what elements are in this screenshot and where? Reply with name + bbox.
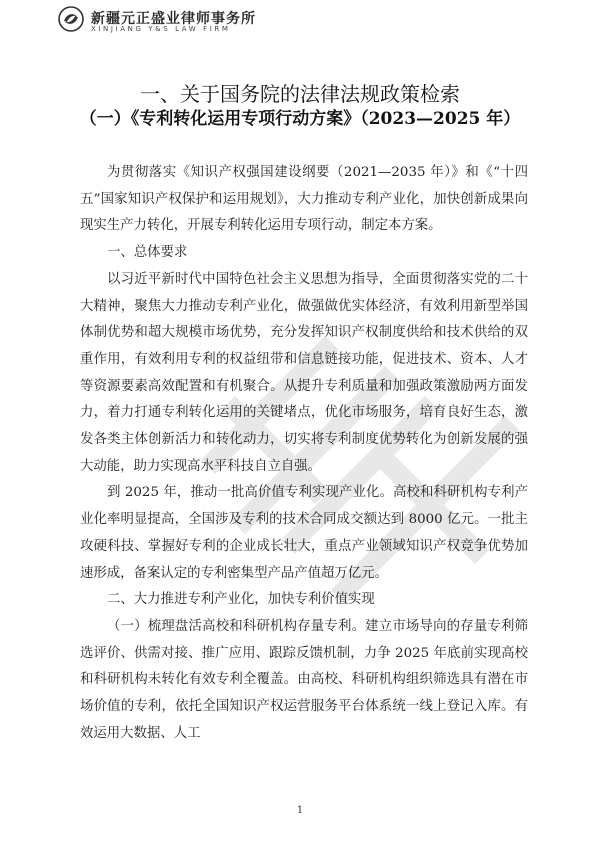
- paragraph-intro: 为贯彻落实《知识产权强国建设纲要（2021—2035 年）》和《“十四五”国家知识产权保护和运用规划》，大力推动专利产业化，加快创新成果向现实生产力转化，开展专利转化运用专项行动，制定本方案。: [80, 165, 528, 234]
- document-title: 一、关于国务院的法律法规政策检索: [140, 82, 460, 106]
- firm-name-en: XINJIANG Y&S LAW FIRM: [91, 25, 231, 33]
- section-heading-industrialization: 二、大力推进专利产业化，加快专利价值实现: [107, 592, 375, 608]
- paragraph-targets: 到 2025 年，推动一批高价值专利实现产业化。高校和科研机构专利产业化率明显提高，全国涉及专利的技术合同成交额达到 8000 亿元。一批主攻硬科技、掌握好专利的企业成长壮大，重点产业领域知识产权竞争优势加速形成，备案认定的专利密集型产品产值超万亿元。: [80, 485, 528, 581]
- paragraph-measure-1: （一）梳理盘活高校和科研机构存量专利。建立市场导向的存量专利筛选评价、供需对接、推广应用、跟踪反馈机制，力争 2025 年底前实现高校和科研机构未转化有效专利全覆盖。由高校、科研机构组织筛选具有潜在市场价值的专利，依托全国知识产权运营服务平台体系统一线上登记入库。有效运用大数据、人工: [80, 618, 528, 741]
- page-number: 1: [296, 805, 304, 816]
- document-subtitle: （一）《专利转化运用专项行动方案》（2023—2025 年）: [79, 109, 521, 129]
- document-body: [80, 160, 528, 747]
- section-heading-general: 一、总体要求: [107, 245, 188, 261]
- firm-logo-icon: [58, 6, 84, 32]
- paragraph-guiding: 以习近平新时代中国特色社会主义思想为指导，全面贯彻落实党的二十大精神，聚焦大力推动专利产业化，做强做优实体经济，有效利用新型举国体制优势和超大规模市场优势，充分发挥知识产权制度供给和技术供给的双重作用，有效利用专利的权益纽带和信息链接功能，促进技术、资本、人才等资源要素高效配置和有机聚合。从提升专利质量和加强政策激励两方面发力，着力打通专利转化运用的关键堵点，优化市场服务，培育良好生态，激发各类主体创新活力和转化动力，切实将专利制度优势转化为创新发展的强大动能，助力实现高水平科技自立自强。: [80, 271, 528, 474]
- firm-name-cn: 新疆元正盛业律师事务所: [91, 11, 256, 27]
